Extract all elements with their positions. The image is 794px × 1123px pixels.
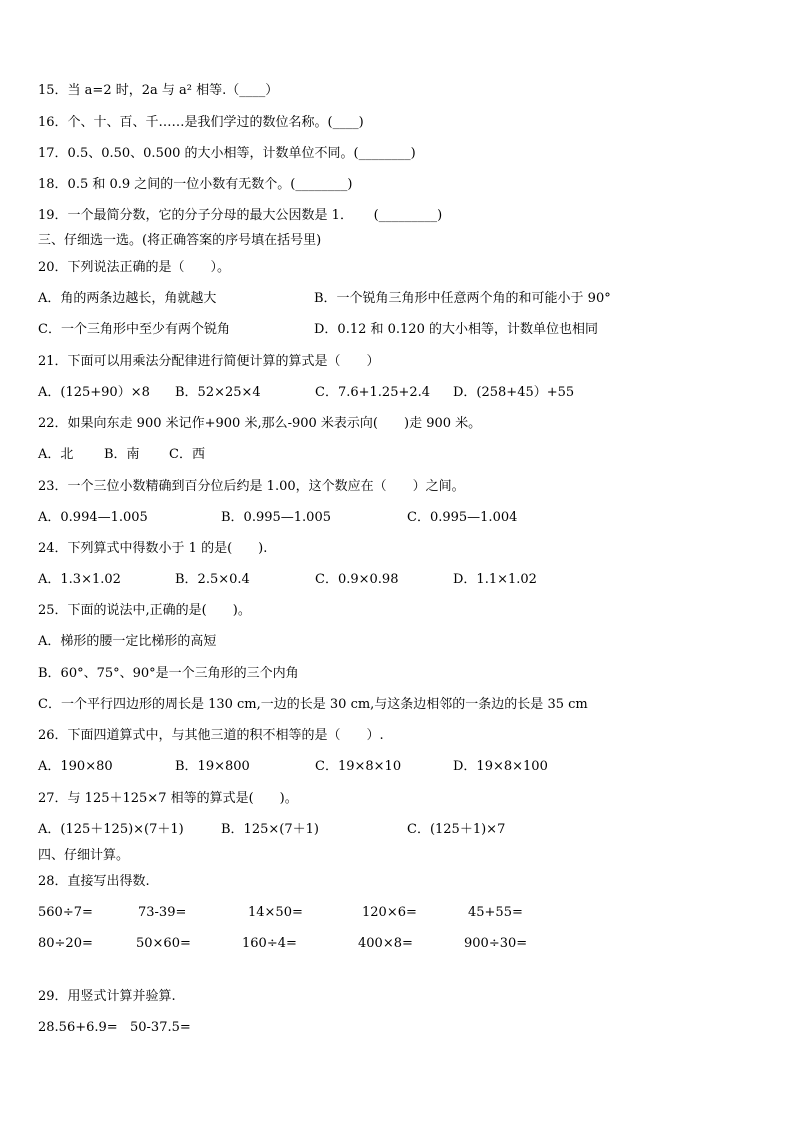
option-b: B．52×25×4 — [175, 385, 261, 400]
option-a: A．0.994—1.005 — [38, 510, 148, 525]
question-23-options — [38, 510, 774, 526]
question-26: 26．下面四道算式中，与其他三道的积不相等的是（ ）. — [38, 728, 384, 743]
question-20-options-row-2 — [38, 322, 774, 338]
expression: 50-37.5= — [130, 1020, 191, 1035]
mental-math-row-2 — [38, 936, 774, 952]
option-c: C．一个三角形中至少有两个锐角 — [38, 322, 230, 337]
question-23: 23．一个三位小数精确到百分位后约是 1.00，这个数应在（ ）之间。 — [38, 479, 465, 494]
expression: 400×8= — [358, 936, 413, 951]
question-25-option-b: B．60°、75°、90°是一个三角形的三个内角 — [38, 666, 299, 681]
option-a: A．北 — [38, 447, 74, 462]
expression: 73-39= — [138, 905, 187, 920]
option-d: D．(258+45）+55 — [453, 385, 575, 400]
question-25-option-a: A．梯形的腰一定比梯形的高短 — [38, 634, 217, 649]
section-3-title: 三、仔细选一选。(将正确答案的序号填在括号里) — [38, 233, 322, 248]
option-d: D．19×8×100 — [453, 759, 548, 774]
expression: 900÷30= — [464, 936, 528, 951]
question-27: 27．与 125＋125×7 相等的算式是( )。 — [38, 791, 298, 806]
question-25-option-c: C．一个平行四边形的周长是 130 cm,一边的长是 30 cm,与这条边相邻的一条边的长是 35 cm — [38, 697, 588, 712]
question-20-options-row-1 — [38, 291, 774, 307]
option-b: B．0.995—1.005 — [221, 510, 331, 525]
question-16: 16．个、十、百、千……是我们学过的数位名称。(____) — [38, 115, 364, 130]
option-b: B．南 — [104, 447, 140, 462]
question-17: 17．0.5、0.50、0.500 的大小相等，计数单位不同。(________) — [38, 146, 416, 161]
expression: 120×6= — [362, 905, 417, 920]
option-a: A．1.3×1.02 — [38, 572, 121, 587]
expression: 50×60= — [136, 936, 191, 951]
option-b: B．一个锐角三角形中任意两个角的和可能小于 90° — [314, 291, 611, 306]
question-26-options — [38, 759, 774, 775]
question-22-options — [38, 447, 774, 463]
option-c: C．0.995—1.004 — [407, 510, 518, 525]
vertical-calc-items — [38, 1020, 774, 1036]
option-b: B．2.5×0.4 — [175, 572, 250, 587]
option-d: D．1.1×1.02 — [453, 572, 537, 587]
question-19: 19．一个最简分数，它的分子分母的最大公因数是 1． (_________) — [38, 208, 443, 223]
option-c: C．0.9×0.98 — [315, 572, 399, 587]
expression: 160÷4= — [242, 936, 297, 951]
option-c: C．7.6+1.25+2.4 — [315, 385, 431, 400]
question-24-options — [38, 572, 774, 588]
question-25: 25．下面的说法中,正确的是( )。 — [38, 603, 251, 618]
option-b: B．125×(7＋1) — [221, 822, 319, 837]
question-22: 22．如果向东走 900 米记作+900 米,那么-900 米表示向( )走 900 米。 — [38, 416, 482, 431]
section-4-title: 四、仔细计算。 — [38, 848, 130, 863]
question-18: 18．0.5 和 0.9 之间的一位小数有无数个。(________) — [38, 177, 353, 192]
expression: 28.56+6.9= — [38, 1020, 118, 1035]
option-a: A．(125+90）×8 — [38, 385, 150, 400]
question-29: 29．用竖式计算并验算. — [38, 989, 176, 1004]
question-27-options — [38, 822, 774, 838]
option-a: A．190×80 — [38, 759, 113, 774]
option-c: C．西 — [169, 447, 205, 462]
question-24: 24．下列算式中得数小于 1 的是( ). — [38, 541, 268, 556]
question-15: 15．当 a=2 时，2a 与 a² 相等.（____） — [38, 83, 279, 98]
question-28: 28．直接写出得数. — [38, 874, 150, 889]
option-b: B．19×800 — [175, 759, 250, 774]
question-21-options — [38, 385, 774, 401]
expression: 560÷7= — [38, 905, 93, 920]
option-d: D．0.12 和 0.120 的大小相等，计数单位也相同 — [314, 322, 598, 337]
expression: 14×50= — [248, 905, 303, 920]
mental-math-row-1 — [38, 905, 774, 921]
option-c: C．19×8×10 — [315, 759, 402, 774]
expression: 45+55= — [468, 905, 523, 920]
expression: 80÷20= — [38, 936, 93, 951]
option-c: C．(125＋1)×7 — [407, 822, 506, 837]
question-20: 20．下列说法正确的是（ ）。 — [38, 260, 231, 275]
question-21: 21．下面可以用乘法分配律进行简便计算的算式是（ ） — [38, 354, 380, 369]
option-a: A．角的两条边越长，角就越大 — [38, 291, 217, 306]
option-a: A．(125＋125)×(7＋1) — [38, 822, 184, 837]
